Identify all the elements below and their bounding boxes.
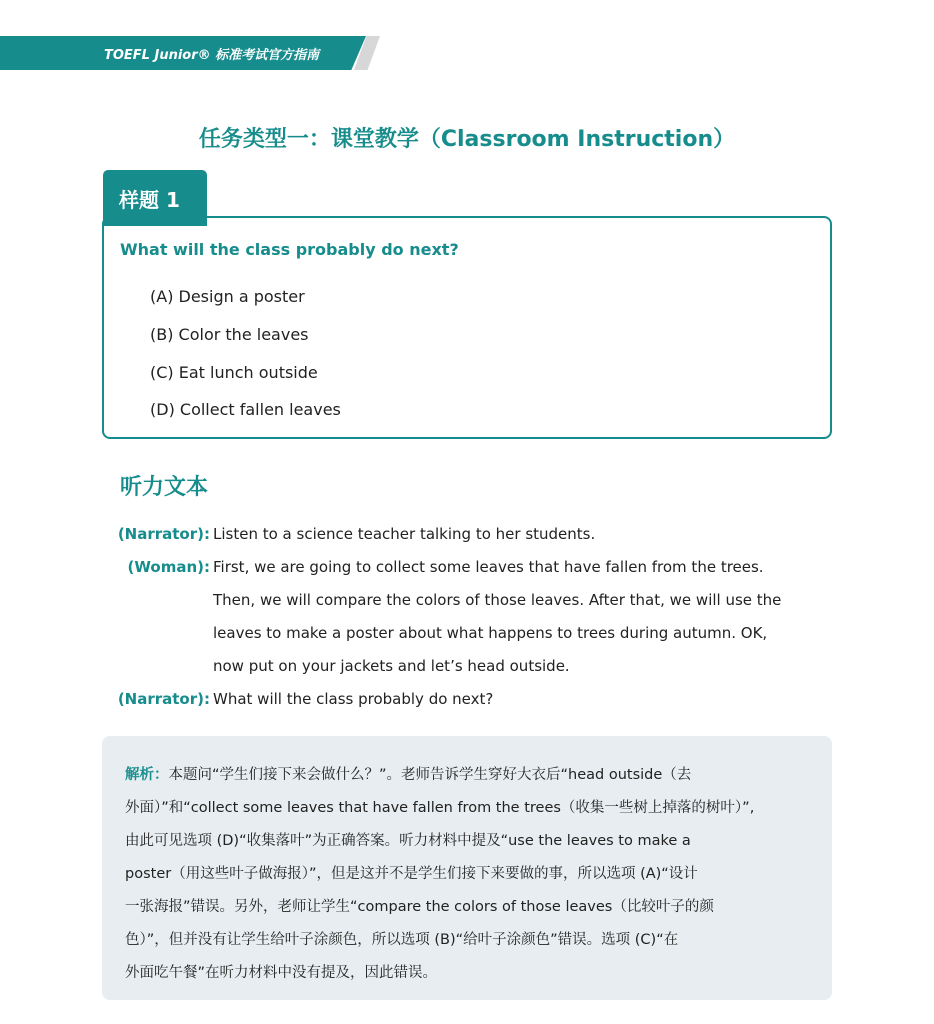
analysis-line: 外面吃午餐”在听力材料中没有提及，因此错误。 xyxy=(125,965,438,981)
transcript-line: now put on your jackets and let’s head outside. xyxy=(213,657,570,675)
transcript-line: Listen to a science teacher talking to her students. xyxy=(213,525,596,543)
speaker-woman: (Woman): xyxy=(127,558,210,576)
analysis-line: 色）”，但并没有让学生给叶子涂颜色，所以选项 (B)“给叶子涂颜色”错误。选项 (C)“在 xyxy=(125,932,679,948)
transcript-line: First, we are going to collect some leaves that have fallen from the trees. xyxy=(213,558,764,576)
option-b: (B) Color the leaves xyxy=(150,325,309,344)
transcript-line: Then, we will compare the colors of those leaves. After that, we will use the xyxy=(213,591,782,609)
speaker-narrator: (Narrator): xyxy=(117,690,210,708)
option-c: (C) Eat lunch outside xyxy=(150,363,318,382)
option-a: (A) Design a poster xyxy=(150,287,305,306)
transcript-title: 听力文本 xyxy=(120,475,209,500)
transcript-line: leaves to make a poster about what happens to trees during autumn. OK, xyxy=(213,624,768,642)
transcript-line: What will the class probably do next? xyxy=(213,690,494,708)
analysis-line: 由此可见选项 (D)“收集落叶”为正确答案。听力材料中提及“use the leaves to make a xyxy=(125,833,691,849)
analysis-line: poster（用这些叶子做海报）”，但是这并不是学生们接下来要做的事，所以选项 (A)“设计 xyxy=(125,866,698,882)
speaker-narrator: (Narrator): xyxy=(117,525,210,543)
analysis-line: 外面）”和“collect some leaves that have fallen from the trees（收集一些树上掉落的树叶）”, xyxy=(125,800,755,816)
book-title: TOEFL Junior® 标准考试官方指南 xyxy=(104,48,320,63)
analysis-line xyxy=(125,763,691,784)
sample-label: 样题 1 xyxy=(103,170,207,226)
question-text: What will the class probably do next? xyxy=(120,240,459,259)
analysis-line: 一张海报”错误。另外，老师让学生“compare the colors of those leaves（比较叶子的颜 xyxy=(125,899,714,915)
analysis-label: 解析： xyxy=(125,767,169,783)
page-title: 任务类型一：课堂教学（Classroom Instruction） xyxy=(198,127,736,152)
option-d: (D) Collect fallen leaves xyxy=(150,400,341,419)
analysis-text: 本题问“学生们接下来会做什么？”。老师告诉学生穿好大衣后“head outside（去 xyxy=(168,767,692,783)
